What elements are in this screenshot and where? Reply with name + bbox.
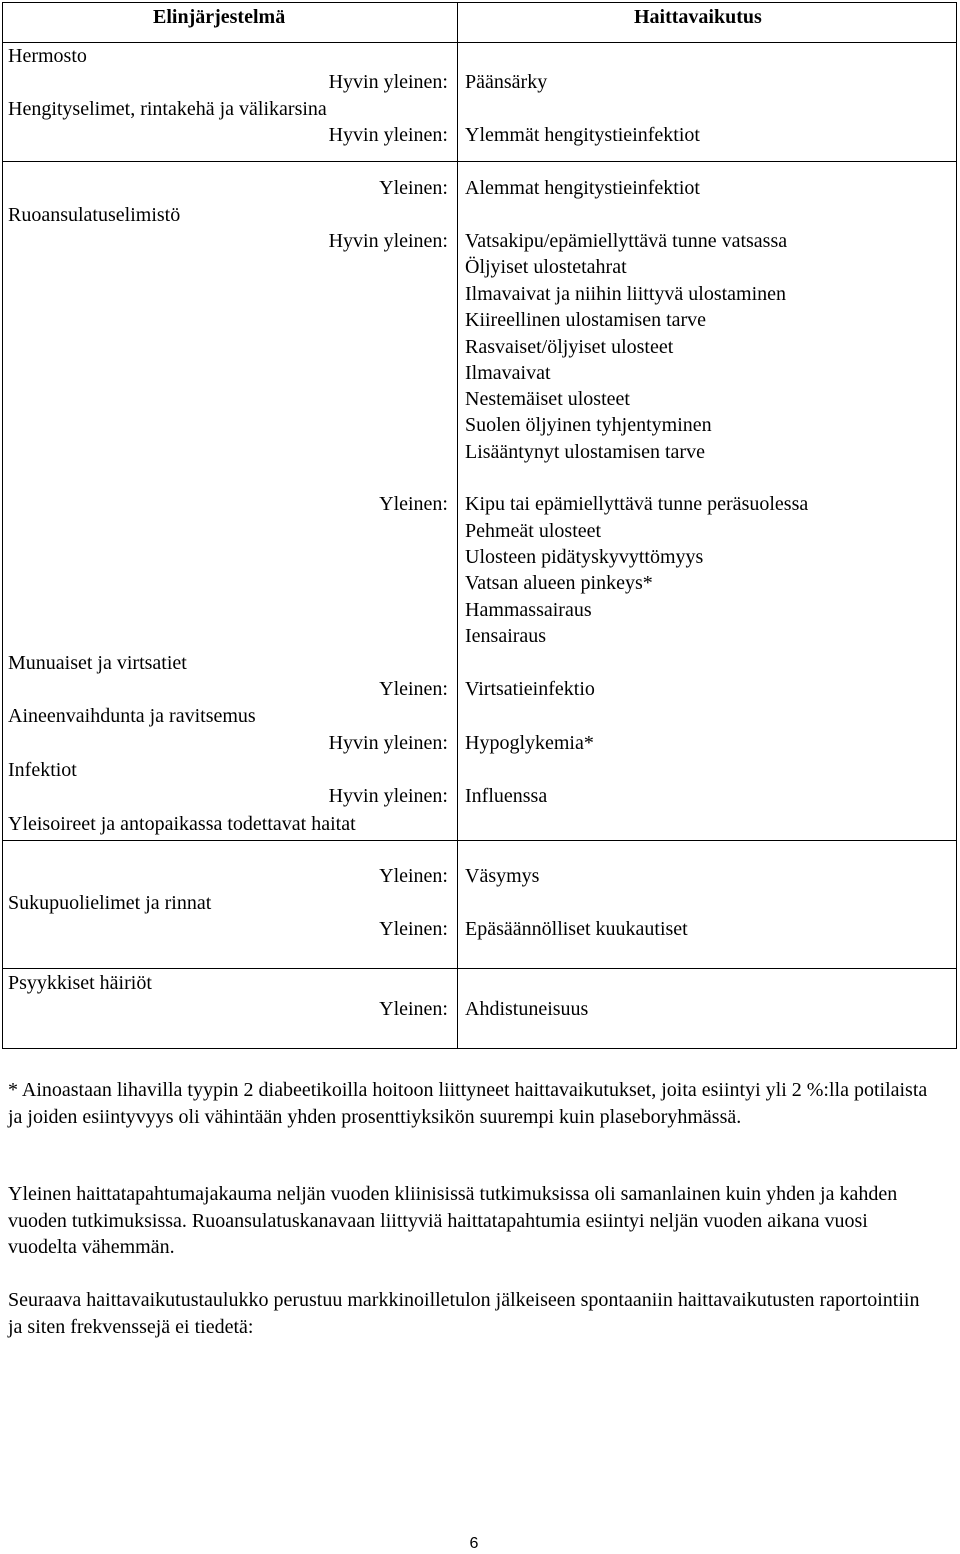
effect-item: Pehmeät ulosteet: [465, 520, 602, 542]
effect-item: Epäsäännölliset kuukautiset: [465, 918, 688, 940]
system-nervous: Hermosto: [8, 45, 87, 67]
effect-item: Alemmat hengitystieinfektiot: [465, 177, 700, 199]
paragraph-text: Yleinen haittatapahtumajakauma neljän vuoden kliinisissä tutkimuksissa oli samanlainen kuin yhden ja kahden vuoden tutkimuksissa. Ruoansulatuskanavaan liittyviä haittatapahtumia esiintyi neljän vuoden aikana vuosi vuodelta vähemmän.: [8, 1183, 898, 1258]
system-reproductive: Sukupuolielimet ja rinnat: [8, 892, 212, 914]
effect-item: Ylemmät hengitystieinfektiot: [465, 124, 700, 146]
frequency-label: Yleinen:: [379, 865, 448, 887]
frequency-label: Yleinen:: [379, 918, 448, 940]
row-divider: [2, 840, 957, 841]
frequency-label: Hyvin yleinen:: [328, 71, 448, 93]
effect-item: Rasvaiset/öljyiset ulosteet: [465, 336, 674, 358]
effect-item: Kipu tai epämiellyttävä tunne peräsuolessa: [465, 493, 809, 515]
effect-item: Virtsatieinfektio: [465, 678, 595, 700]
system-psychiatric: Psyykkiset häiriöt: [8, 972, 152, 994]
page-number: 6: [469, 1535, 479, 1552]
effect-item: Ilmavaivat: [465, 362, 551, 384]
effect-item: Öljyiset ulostetahrat: [465, 256, 627, 278]
column-divider: [457, 2, 458, 1049]
effect-item: Kiireellinen ulostamisen tarve: [465, 309, 707, 331]
table-bottom-border: [2, 1048, 957, 1049]
frequency-label: Yleinen:: [379, 177, 448, 199]
paragraph-text: Seuraava haittavaikutustaulukko perustuu markkinoilletulon jälkeiseen spontaaniin haittavaikutusten raportointiin ja siten frekvenssejä ei tiedetä:: [8, 1289, 920, 1338]
effect-item: Päänsärky: [465, 71, 548, 93]
header-divider: [2, 42, 957, 43]
effect-item: Vatsan alueen pinkeys*: [465, 572, 653, 594]
system-respiratory: Hengityselimet, rintakehä ja välikarsina: [8, 98, 327, 120]
effect-item: Hammassairaus: [465, 599, 592, 621]
frequency-label: Hyvin yleinen:: [328, 124, 448, 146]
paragraph: [8, 1181, 928, 1261]
header-adverse-effect: Haittavaikutus: [634, 6, 762, 28]
frequency-label: Yleinen:: [379, 678, 448, 700]
system-general: Yleisoireet ja antopaikassa todettavat haitat: [8, 813, 356, 835]
effect-item: Nestemäiset ulosteet: [465, 388, 630, 410]
effect-item: Lisääntynyt ulostamisen tarve: [465, 441, 705, 463]
row-divider: [2, 968, 957, 969]
frequency-label: Hyvin yleinen:: [328, 732, 448, 754]
frequency-label: Hyvin yleinen:: [328, 785, 448, 807]
effect-item: Influenssa: [465, 785, 548, 807]
table-right-border: [956, 2, 957, 1049]
effect-item: Ilmavaivat ja niihin liittyvä ulostaminen: [465, 283, 787, 305]
system-renal: Munuaiset ja virtsatiet: [8, 652, 187, 674]
footnote: [8, 1077, 928, 1130]
effect-item: Ulosteen pidätyskyvyttömyys: [465, 546, 704, 568]
effect-item: Iensairaus: [465, 625, 547, 647]
row-divider: [2, 161, 957, 162]
effect-item: Väsymys: [465, 865, 540, 887]
frequency-label: Yleinen:: [379, 493, 448, 515]
paragraph: [8, 1287, 928, 1340]
table-left-border: [2, 2, 3, 1049]
effect-item: Hypoglykemia*: [465, 732, 594, 754]
effect-item: Suolen öljyinen tyhjentyminen: [465, 414, 712, 436]
frequency-label: Hyvin yleinen:: [328, 230, 448, 252]
effect-item: Vatsakipu/epämiellyttävä tunne vatsassa: [465, 230, 788, 252]
frequency-label: Yleinen:: [379, 998, 448, 1020]
system-infections: Infektiot: [8, 759, 77, 781]
footnote-text: * Ainoastaan lihavilla tyypin 2 diabeetikoilla hoitoon liittyneet haittavaikutukset, joita esiintyi yli 2 %:lla potilaista ja joiden esiintyvyys oli vähintään yhden prosenttiyksikön suurempi kuin plaseboryhmässä.: [8, 1079, 928, 1128]
effect-item: Ahdistuneisuus: [465, 998, 589, 1020]
table-top-border: [2, 2, 957, 3]
system-gastrointestinal: Ruoansulatuselimistö: [8, 204, 181, 226]
system-metabolism: Aineenvaihdunta ja ravitsemus: [8, 705, 256, 727]
header-organ-system: Elinjärjestelmä: [153, 6, 286, 28]
